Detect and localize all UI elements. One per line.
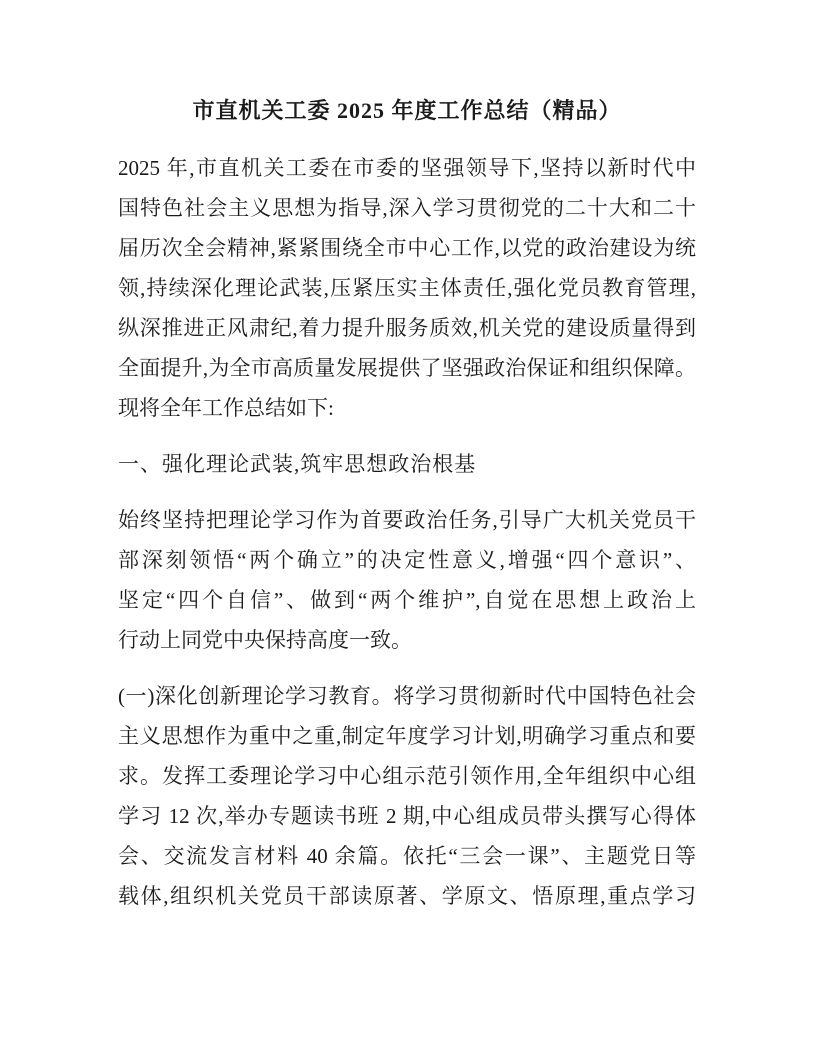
paragraph: [118, 676, 696, 916]
text-line: 领,持续深化理论武装,压紧压实主体责任,强化党员教育管理,: [118, 276, 696, 300]
text-line: 会、交流发言材料 40 余篇。依托“三会一课”、主题党日等: [118, 844, 696, 868]
text-line: 全面提升,为全市高质量发展提供了坚强政治保证和组织保障。: [118, 356, 696, 380]
text-line: 主义思想作为重中之重,制定年度学习计划,明确学习重点和要: [118, 724, 696, 748]
document-content: [118, 96, 696, 932]
text-line: 届历次全会精神,紧紧围绕全市中心工作,以党的政治建设为统: [118, 236, 696, 260]
document-title: 市直机关工委 2025 年度工作总结（精品）: [192, 98, 622, 123]
text-line: 始终坚持把理论学习作为首要政治任务,引导广大机关党员干: [118, 508, 696, 532]
paragraph: [118, 500, 696, 660]
text-line: 国特色社会主义思想为指导,深入学习贯彻党的二十大和二十: [118, 196, 696, 220]
text-line: 学习 12 次,举办专题读书班 2 期,中心组成员带头撰写心得体: [118, 804, 696, 828]
text-line: (一)深化创新理论学习教育。将学习贯彻新时代中国特色社会: [118, 684, 696, 708]
text-line: 行动上同党中央保持高度一致。: [118, 628, 412, 652]
text-line: 现将全年工作总结如下:: [118, 396, 334, 420]
text-line: 部深刻领悟“两个确立”的决定性意义,增强“四个意识”、: [118, 548, 696, 572]
text-line: 载体,组织机关党员干部读原著、学原文、悟原理,重点学习: [118, 884, 696, 908]
text-line: 纵深推进正风肃纪,着力提升服务质效,机关党的建设质量得到: [118, 316, 696, 340]
document-body: [118, 148, 696, 916]
text-line: 求。发挥工委理论学习中心组示范引领作用,全年组织中心组: [118, 764, 696, 788]
text-line: 2025 年,市直机关工委在市委的坚强领导下,坚持以新时代中: [118, 156, 696, 180]
text-line: 一、强化理论武装,筑牢思想政治根基: [118, 452, 477, 476]
text-line: 坚定“四个自信”、做到“两个维护”,自觉在思想上政治上: [118, 588, 696, 612]
paragraph: [118, 148, 696, 428]
section-heading: [118, 444, 696, 484]
